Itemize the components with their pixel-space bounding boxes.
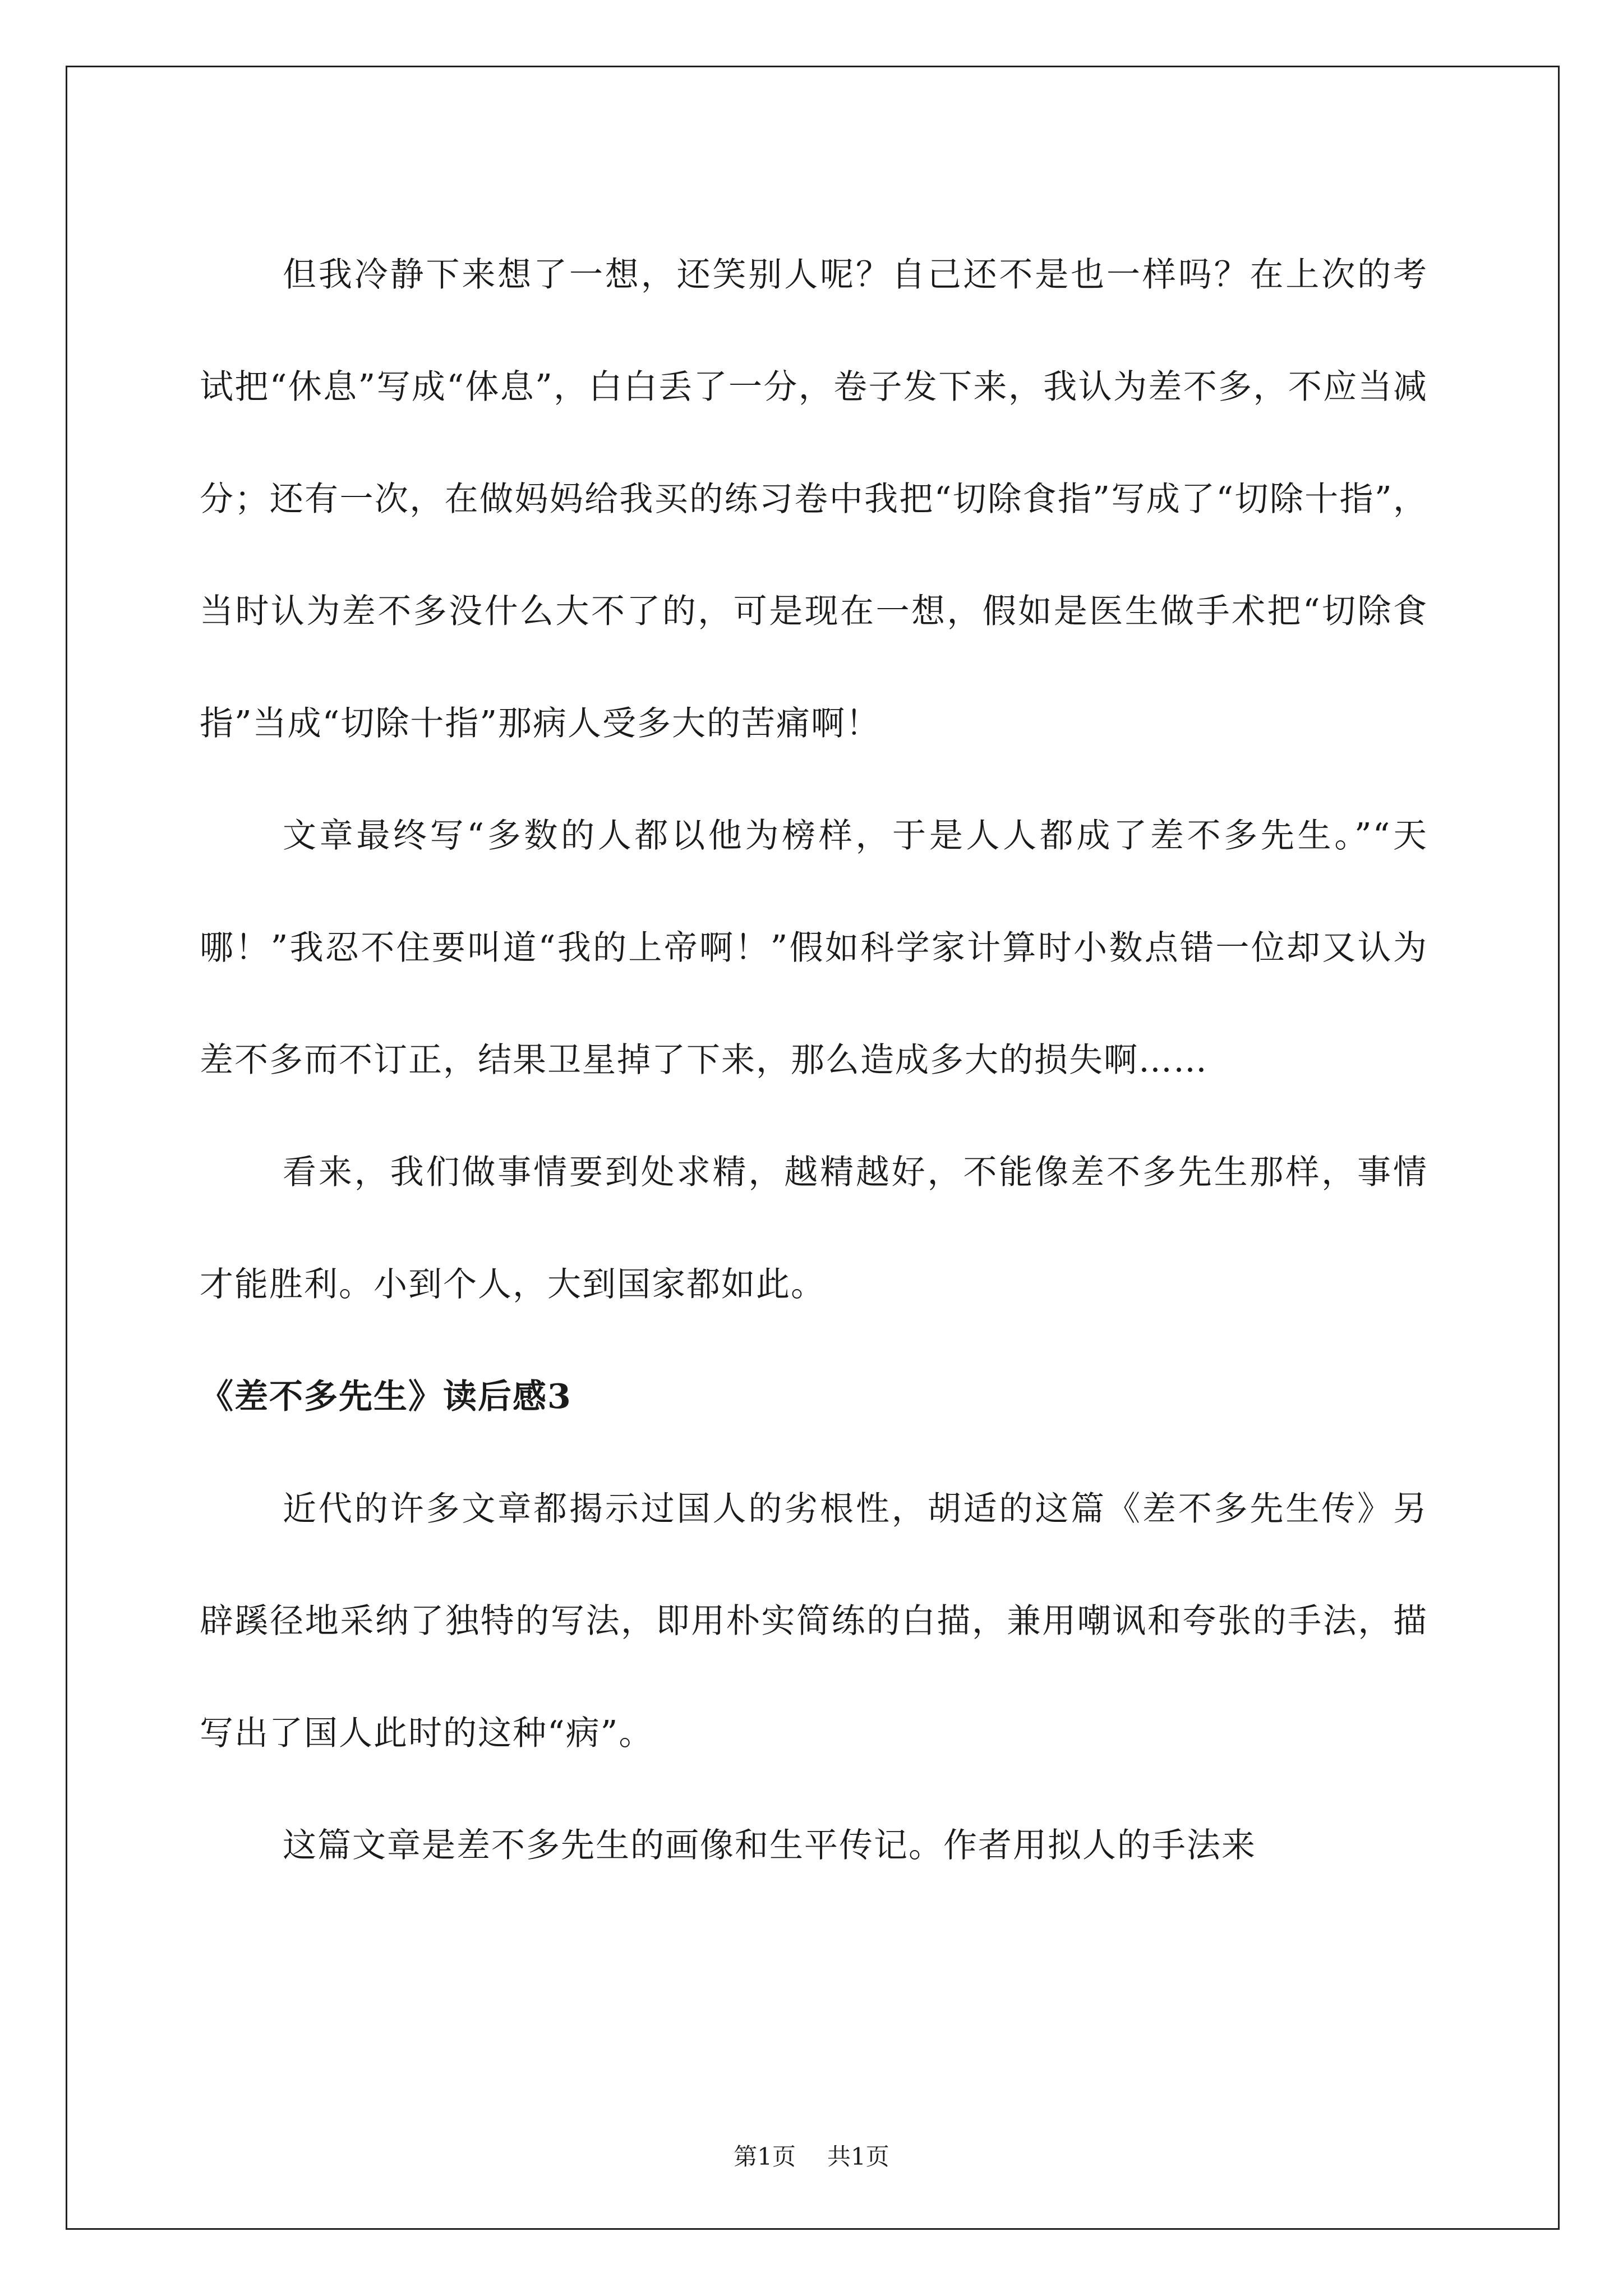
page-footer (0, 2140, 1623, 2174)
paragraph-3: 看来，我们做事情要到处求精，越精越好，不能像差不多先生那样，事情才能胜利。小到个人，大到国家都如此。 (200, 1153, 1428, 1304)
paragraph-4: 近代的许多文章都揭示过国人的劣根性，胡适的这篇《差不多先生传》另辟蹊径地采纳了独特的写法，即用朴实简练的白描，兼用嘲讽和夸张的手法，描写出了国人此时的这种“病”。 (200, 1489, 1428, 1753)
section-title: 《差不多先生》读后感3 (200, 1377, 572, 1416)
page-number: 第1页 (734, 2143, 796, 2170)
paragraph-1: 但我冷静下来想了一想，还笑别人呢？自己还不是也一样吗？在上次的考试把“休息”写成“体息”，白白丢了一分，卷子发下来，我认为差不多，不应当减分；还有一次，在做妈妈给我买的练习卷中我把“切除食指”写成了“切除十指”，当时认为差不多没什么大不了的，可是现在一想，假如是医生做手术把“切除食指”当成“切除十指”那病人受多大的苦痛啊！ (200, 255, 1428, 743)
paragraph-2: 文章最终写“多数的人都以他为榜样，于是人人都成了差不多先生。”“天哪！”我忍不住要叫道“我的上帝啊！”假如科学家计算时小数点错一位却又认为差不多而不订正，结果卫星掉了下来，那么造成多大的损失啊…… (200, 816, 1428, 1080)
page-total: 共1页 (827, 2143, 889, 2170)
paragraph-5: 这篇文章是差不多先生的画像和生平传记。作者用拟人的手法来 (283, 1826, 1256, 1865)
document-body (200, 219, 1428, 1902)
